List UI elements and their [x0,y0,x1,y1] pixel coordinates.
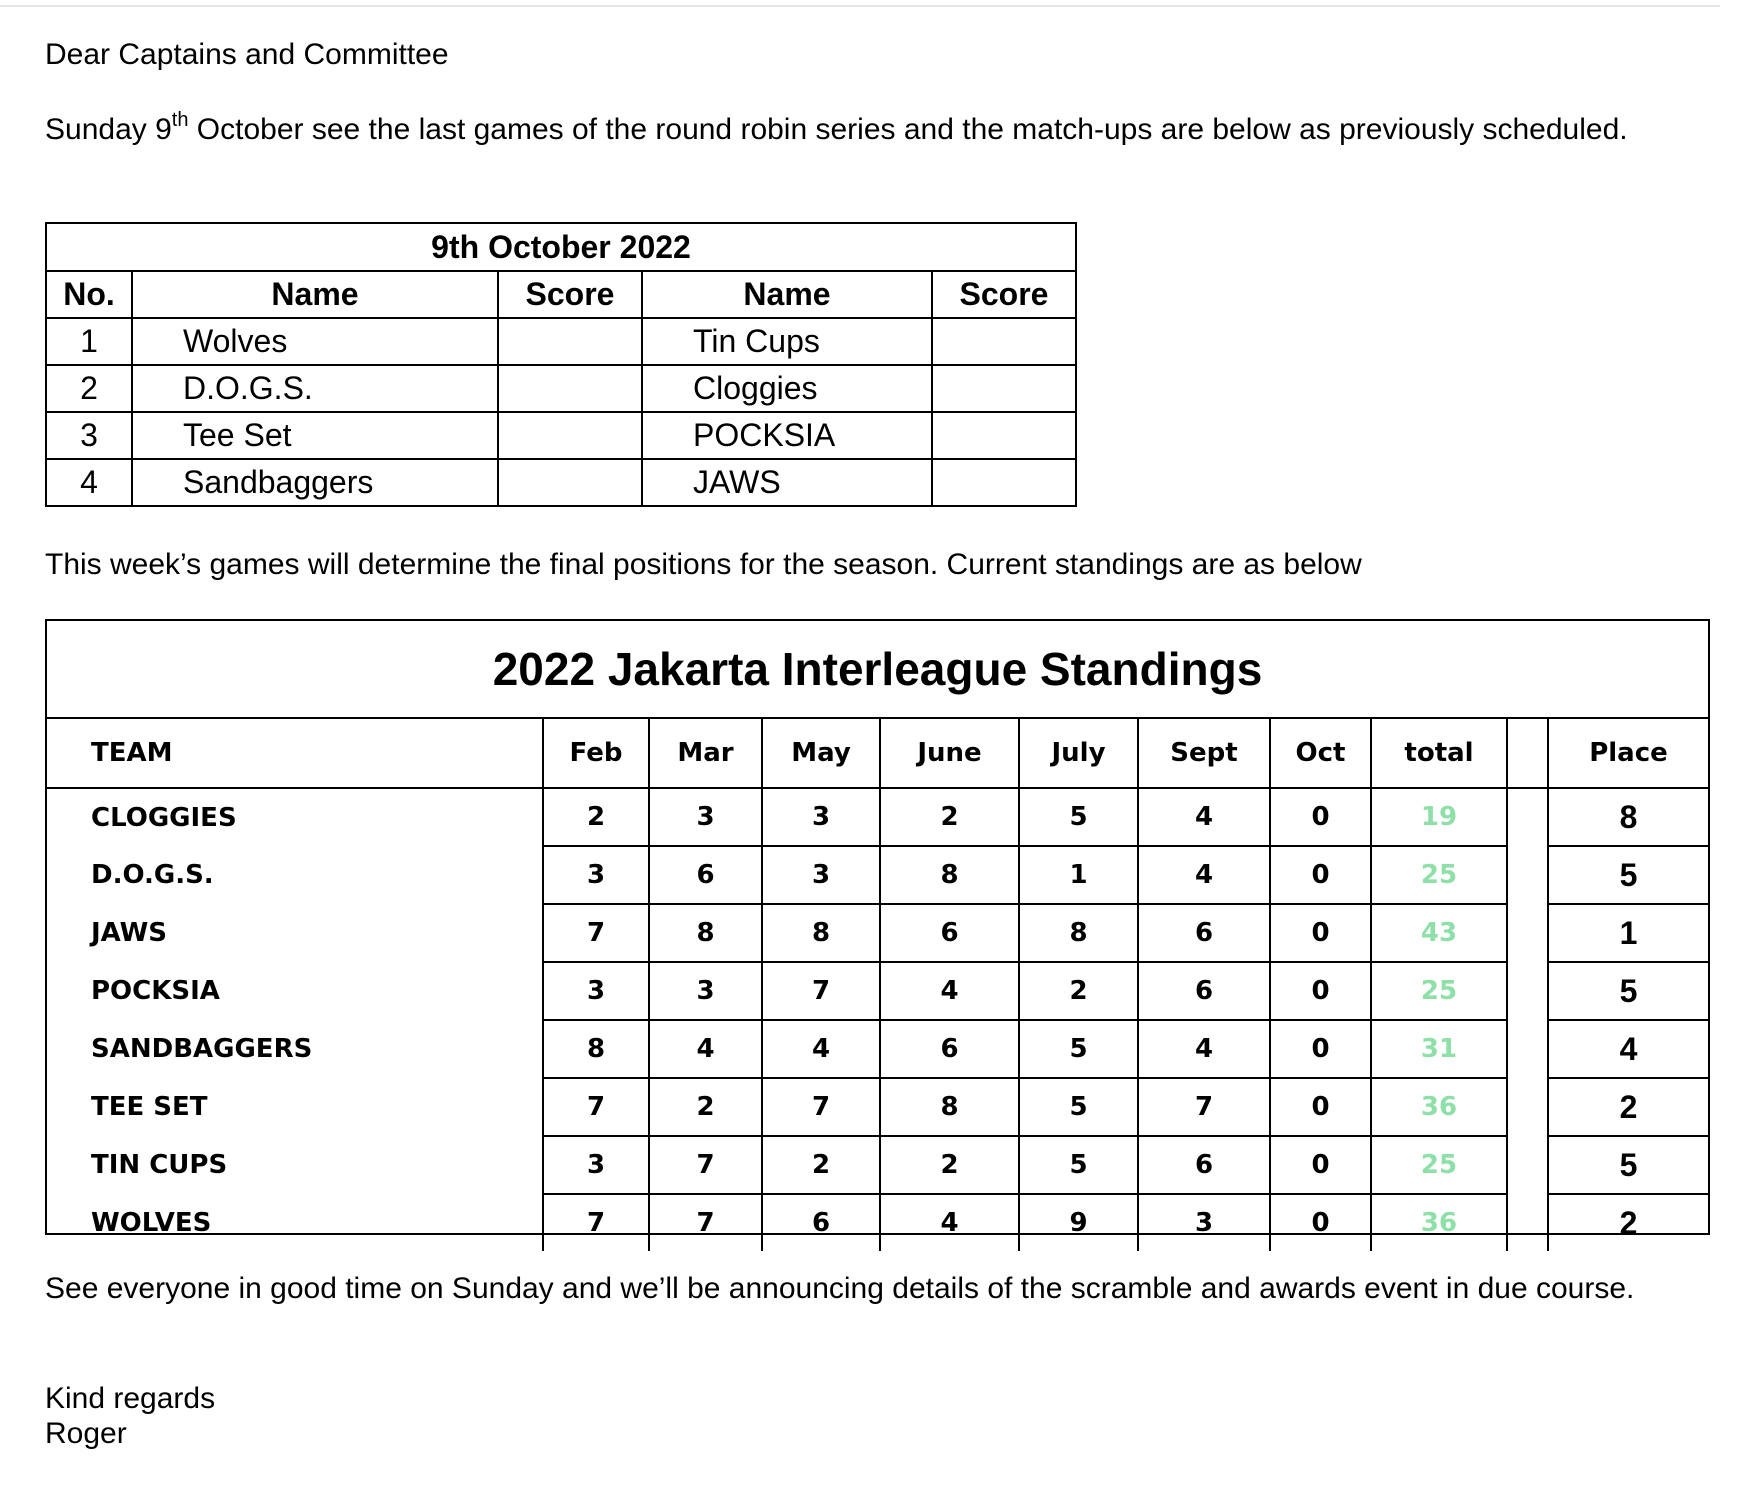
standings-place: 4 [1548,1020,1708,1078]
standings-mar: 8 [649,904,762,962]
standings-may: 6 [762,1194,880,1251]
standings-june: 4 [880,962,1019,1020]
standings-team: POCKSIA [91,976,220,1006]
standings-july: 5 [1019,1020,1138,1078]
standings-place: 5 [1548,846,1708,904]
standings-sept: 7 [1138,1078,1270,1136]
fixture-home-team: Tee Set [132,412,498,459]
standings-row [47,1078,1708,1136]
fixture-home-score [498,365,642,412]
standings-title: 2022 Jakarta Interleague Standings [47,621,1708,719]
fixtures-header-name-home: Name [132,271,498,318]
fixture-home-score [498,459,642,506]
fixtures-body [46,318,1076,506]
fixture-row [46,318,1076,365]
standings-total: 43 [1371,904,1507,962]
standings-feb: 7 [543,1194,649,1251]
standings-mar: 7 [649,1136,762,1194]
standings-feb: 2 [543,788,649,846]
header-total: total [1371,719,1507,788]
standings-panel [45,619,1710,1241]
header-place: Place [1548,719,1708,788]
standings-may: 2 [762,1136,880,1194]
standings-body [47,788,1708,1251]
standings-row [47,846,1708,904]
standings-sept: 3 [1138,1194,1270,1251]
signoff-block [45,1381,215,1451]
standings-july: 9 [1019,1194,1138,1251]
standings-oct: 0 [1270,1136,1371,1194]
standings-row [47,904,1708,962]
fixture-home-score [498,412,642,459]
standings-july: 1 [1019,846,1138,904]
standings-team: CLOGGIES [91,802,237,833]
standings-place: 5 [1548,1136,1708,1194]
standings-intro: This week’s games will determine the final positions for the season. Current standings are as below [45,548,1362,581]
standings-feb: 7 [543,904,649,962]
standings-july: 5 [1019,1136,1138,1194]
standings-may: 3 [762,846,880,904]
standings-mar: 3 [649,788,762,846]
standings-spacer [1507,846,1548,904]
standings-place: 1 [1548,904,1708,962]
fixture-away-score [932,318,1076,365]
standings-july: 5 [1019,788,1138,846]
closing-paragraph: See everyone in good time on Sunday and we’ll be announcing details of the scramble and awards event in due course. [45,1272,1635,1305]
standings-may: 7 [762,1078,880,1136]
header-team: TEAM [47,719,543,788]
fixtures-header-score-away: Score [932,271,1076,318]
standings-row [47,1136,1708,1194]
fixture-no: 4 [46,459,132,506]
fixtures-header-name-away: Name [642,271,932,318]
fixture-row [46,412,1076,459]
standings-may: 7 [762,962,880,1020]
standings-oct: 0 [1270,788,1371,846]
standings-mar: 2 [649,1078,762,1136]
standings-mar: 4 [649,1020,762,1078]
standings-team: JAWS [91,918,168,948]
standings-june: 6 [880,904,1019,962]
standings-table [47,719,1708,1251]
intro-after: October see the last games of the round robin series and the match-ups are below as previously scheduled. [188,113,1628,146]
standings-spacer [1507,904,1548,962]
standings-team: TEE SET [91,1092,208,1122]
standings-july: 5 [1019,1078,1138,1136]
fixture-row [46,365,1076,412]
standings-june: 2 [880,1136,1019,1194]
standings-oct: 0 [1270,904,1371,962]
fixture-away-team: POCKSIA [642,412,932,459]
fixture-home-team: Sandbaggers [132,459,498,506]
standings-total: 31 [1371,1020,1507,1078]
standings-total: 25 [1371,846,1507,904]
standings-may: 4 [762,1020,880,1078]
standings-oct: 0 [1270,1194,1371,1251]
standings-feb: 7 [543,1078,649,1136]
header-mar: Mar [649,719,762,788]
standings-total: 25 [1371,1136,1507,1194]
standings-place: 2 [1548,1078,1708,1136]
standings-place: 5 [1548,962,1708,1020]
header-july: July [1019,719,1138,788]
standings-feb: 3 [543,1136,649,1194]
standings-oct: 0 [1270,846,1371,904]
fixture-home-score [498,318,642,365]
standings-mar: 6 [649,846,762,904]
standings-sept: 6 [1138,904,1270,962]
standings-sept: 4 [1138,788,1270,846]
standings-team: WOLVES [91,1207,212,1238]
standings-sept: 6 [1138,1136,1270,1194]
fixtures-date: 9th October 2022 [46,223,1076,271]
fixture-away-team: Tin Cups [642,318,932,365]
standings-feb: 3 [543,962,649,1020]
top-divider [0,5,1720,7]
fixture-row [46,459,1076,506]
standings-june: 2 [880,788,1019,846]
fixture-away-score [932,365,1076,412]
standings-may: 3 [762,788,880,846]
standings-row [47,1194,1708,1251]
greeting: Dear Captains and Committee [45,38,449,71]
fixture-away-score [932,412,1076,459]
header-sept: Sept [1138,719,1270,788]
fixture-away-team: JAWS [642,459,932,506]
intro-paragraph [45,109,1645,147]
standings-feb: 8 [543,1020,649,1078]
standings-sept: 4 [1138,846,1270,904]
standings-total: 25 [1371,962,1507,1020]
standings-mar: 7 [649,1194,762,1251]
standings-team: D.O.G.S. [91,860,214,890]
standings-sept: 4 [1138,1020,1270,1078]
standings-team: SANDBAGGERS [91,1034,313,1064]
standings-row [47,1020,1708,1078]
standings-sept: 6 [1138,962,1270,1020]
standings-row [47,788,1708,846]
standings-total: 36 [1371,1194,1507,1251]
fixture-away-score [932,459,1076,506]
fixture-no: 2 [46,365,132,412]
standings-june: 4 [880,1194,1019,1251]
standings-total: 19 [1371,788,1507,846]
fixture-home-team: Wolves [132,318,498,365]
standings-spacer [1507,1078,1548,1136]
header-june: June [880,719,1019,788]
intro-before: Sunday 9 [45,113,172,146]
fixture-no: 3 [46,412,132,459]
fixtures-table [45,222,1077,507]
intro-sup: th [171,109,189,131]
standings-oct: 0 [1270,1020,1371,1078]
standings-spacer [1507,1136,1548,1194]
standings-feb: 3 [543,846,649,904]
header-spacer [1507,719,1548,788]
standings-spacer [1507,1020,1548,1078]
header-may: May [762,719,880,788]
standings-oct: 0 [1270,962,1371,1020]
standings-place: 8 [1548,788,1708,846]
standings-july: 2 [1019,962,1138,1020]
fixtures-header-no: No. [46,271,132,318]
header-oct: Oct [1270,719,1371,788]
standings-total: 36 [1371,1078,1507,1136]
standings-spacer [1507,962,1548,1020]
standings-june: 6 [880,1020,1019,1078]
standings-place: 2 [1548,1194,1708,1251]
signature: Roger [45,1417,127,1450]
signoff: Kind regards [45,1382,216,1415]
standings-spacer [1507,788,1548,846]
fixture-away-team: Cloggies [642,365,932,412]
fixture-home-team: D.O.G.S. [132,365,498,412]
standings-mar: 3 [649,962,762,1020]
standings-july: 8 [1019,904,1138,962]
fixtures-header-score-home: Score [498,271,642,318]
standings-spacer [1507,1194,1548,1251]
standings-team: TIN CUPS [91,1150,228,1180]
header-feb: Feb [543,719,649,788]
standings-row [47,962,1708,1020]
fixture-no: 1 [46,318,132,365]
standings-june: 8 [880,846,1019,904]
standings-oct: 0 [1270,1078,1371,1136]
standings-may: 8 [762,904,880,962]
standings-june: 8 [880,1078,1019,1136]
